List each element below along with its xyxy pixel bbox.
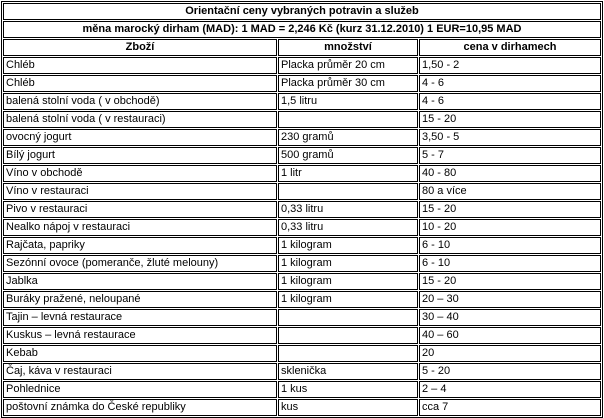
quantity-cell: sklenička	[278, 363, 418, 380]
header-row	[3, 39, 601, 56]
price-cell: 10 - 20	[419, 219, 601, 236]
table-row	[3, 237, 601, 254]
price-cell: 40 - 80	[419, 165, 601, 182]
quantity-cell: 1 kilogram	[278, 273, 418, 290]
price-table	[1, 1, 603, 418]
table-row	[3, 255, 601, 272]
price-cell: 4 - 6	[419, 75, 601, 92]
item-cell: Chléb	[3, 57, 277, 74]
price-cell: 5 - 20	[419, 363, 601, 380]
price-cell: 15 - 20	[419, 273, 601, 290]
table-title: Orientační ceny vybraných potravin a služeb	[3, 3, 601, 20]
price-cell: 30 – 40	[419, 309, 601, 326]
item-cell: Víno v obchodě	[3, 165, 277, 182]
price-table-container	[1, 1, 603, 418]
column-header-item: Zboží	[3, 39, 277, 56]
price-cell: 15 - 20	[419, 201, 601, 218]
column-header-quantity: množství	[278, 39, 418, 56]
table-row	[3, 399, 601, 416]
quantity-cell: Placka průměr 30 cm	[278, 75, 418, 92]
exchange-rate-note: měna marocký dirham (MAD): 1 MAD = 2,246 Kč (kurz 31.12.2010) 1 EUR=10,95 MAD	[3, 21, 601, 38]
table-row	[3, 291, 601, 308]
quantity-cell: 1 kilogram	[278, 255, 418, 272]
table-row	[3, 147, 601, 164]
item-cell: ovocný jogurt	[3, 129, 277, 146]
price-cell: 80 a více	[419, 183, 601, 200]
item-cell: Pohlednice	[3, 381, 277, 398]
quantity-cell	[278, 111, 418, 128]
price-cell: 5 - 7	[419, 147, 601, 164]
quantity-cell: 0,33 litru	[278, 201, 418, 218]
title-row	[3, 3, 601, 20]
quantity-cell	[278, 327, 418, 344]
table-row	[3, 309, 601, 326]
item-cell: balená stolní voda ( v obchodě)	[3, 93, 277, 110]
price-cell: 1,50 - 2	[419, 57, 601, 74]
price-cell: 40 – 60	[419, 327, 601, 344]
table-row	[3, 165, 601, 182]
quantity-cell: Placka průměr 20 cm	[278, 57, 418, 74]
item-cell: Čaj, káva v restauraci	[3, 363, 277, 380]
quantity-cell	[278, 309, 418, 326]
subtitle-row	[3, 21, 601, 38]
item-cell: Nealko nápoj v restauraci	[3, 219, 277, 236]
quantity-cell: 1 kilogram	[278, 291, 418, 308]
item-cell: poštovní známka do České republiky	[3, 399, 277, 416]
item-cell: Rajčata, papriky	[3, 237, 277, 254]
price-cell: cca 7	[419, 399, 601, 416]
price-cell: 20 – 30	[419, 291, 601, 308]
item-cell: Víno v restauraci	[3, 183, 277, 200]
table-row	[3, 93, 601, 110]
quantity-cell: 1 kus	[278, 381, 418, 398]
quantity-cell: kus	[278, 399, 418, 416]
table-row	[3, 219, 601, 236]
quantity-cell: 1 litr	[278, 165, 418, 182]
table-row	[3, 111, 601, 128]
table-row	[3, 201, 601, 218]
item-cell: balená stolní voda ( v restauraci)	[3, 111, 277, 128]
quantity-cell: 500 gramů	[278, 147, 418, 164]
quantity-cell	[278, 183, 418, 200]
item-cell: Buráky pražené, neloupané	[3, 291, 277, 308]
item-cell: Jablka	[3, 273, 277, 290]
quantity-cell: 1 kilogram	[278, 237, 418, 254]
item-cell: Kuskus – levná restaurace	[3, 327, 277, 344]
price-cell: 4 - 6	[419, 93, 601, 110]
table-row	[3, 327, 601, 344]
price-cell: 3,50 - 5	[419, 129, 601, 146]
item-cell: Tajin – levná restaurace	[3, 309, 277, 326]
table-row	[3, 183, 601, 200]
quantity-cell: 230 gramů	[278, 129, 418, 146]
item-cell: Sezónní ovoce (pomeranče, žluté melouny)	[3, 255, 277, 272]
item-cell: Bílý jogurt	[3, 147, 277, 164]
price-cell: 15 - 20	[419, 111, 601, 128]
price-cell: 6 - 10	[419, 237, 601, 254]
table-row	[3, 57, 601, 74]
price-cell: 6 - 10	[419, 255, 601, 272]
table-row	[3, 75, 601, 92]
table-body	[3, 57, 601, 416]
quantity-cell	[278, 345, 418, 362]
table-row	[3, 129, 601, 146]
table-row	[3, 273, 601, 290]
table-row	[3, 345, 601, 362]
table-row	[3, 381, 601, 398]
item-cell: Kebab	[3, 345, 277, 362]
column-header-price: cena v dirhamech	[419, 39, 601, 56]
quantity-cell: 1,5 litru	[278, 93, 418, 110]
item-cell: Pivo v restauraci	[3, 201, 277, 218]
item-cell: Chléb	[3, 75, 277, 92]
price-cell: 2 – 4	[419, 381, 601, 398]
quantity-cell: 0,33 litru	[278, 219, 418, 236]
table-row	[3, 363, 601, 380]
price-cell: 20	[419, 345, 601, 362]
